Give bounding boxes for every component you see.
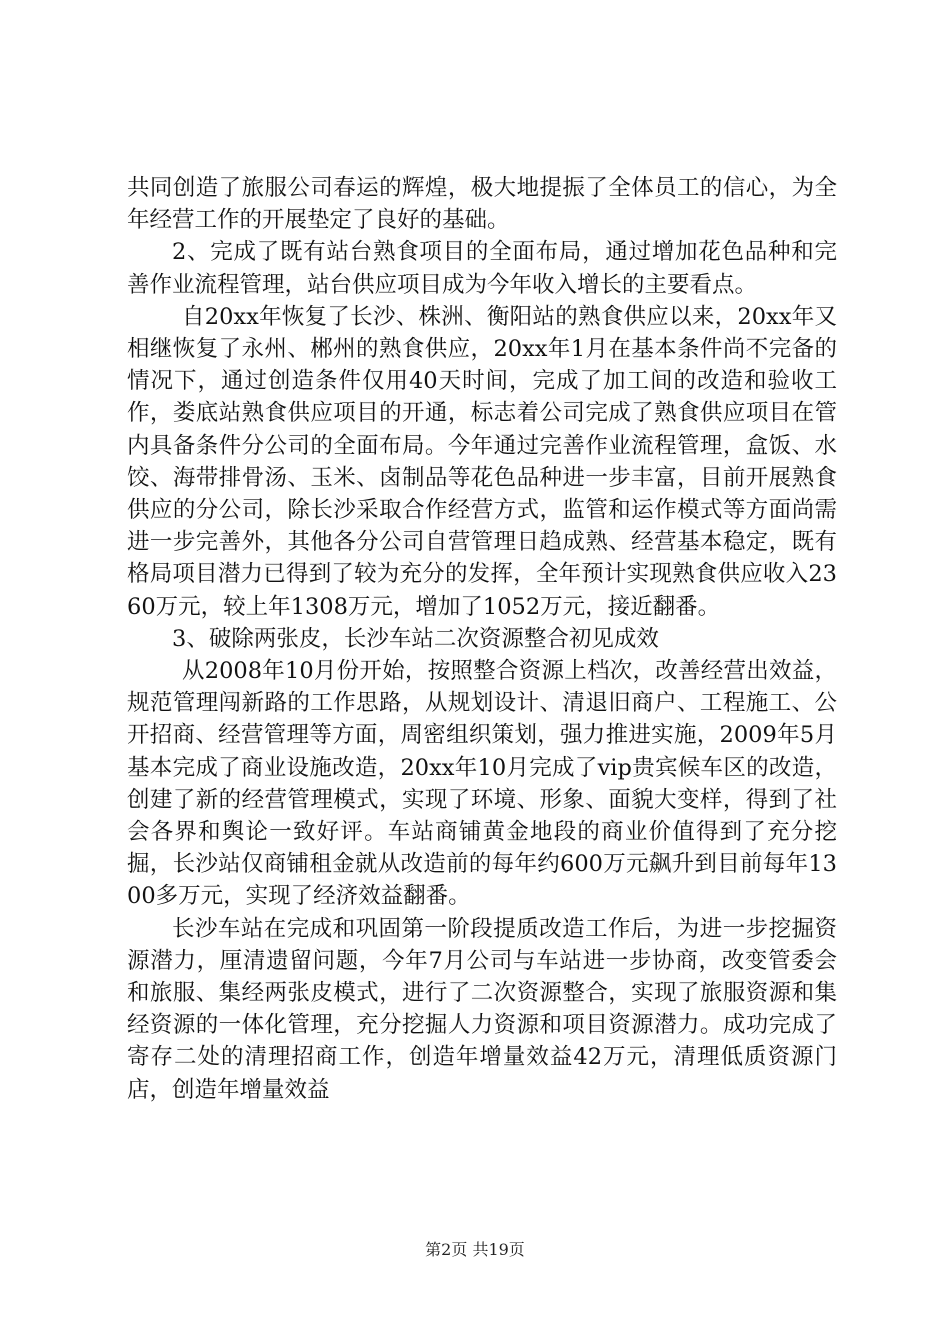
paragraph-resource-integration: 长沙车站在完成和巩固第一阶段提质改造工作后，为进一步挖掘资源潜力，厘清遗留问题，今年7月公司与车站进一步协商，改变管委会和旅服、集经两张皮模式，进行了二次资源整合，实现了旅服资源和集经资源的一体化管理，充分挖掘人力资源和项目资源潜力。成功完成了寄存二处的清理招商工作，创造年增量效益42万元，清理低质资源门店，创造年增量效益	[127, 915, 837, 1103]
paragraph-renovation: 从2008年10月份开始，按照整合资源上档次，改善经营出效益，规范管理闯新路的工作思路，从规划设计、清退旧商户、工程施工、公开招商、经营管理等方面，周密组织策划，强力推进实施，2009年5月基本完成了商业设施改造，20xx年10月完成了vip贵宾候车区的改造，创建了新的经营管理模式，实现了环境、形象、面貌大变样，得到了社会各界和舆论一致好评。车站商铺黄金地段的商业价值得到了充分挖掘，长沙站仅商铺租金就从改造前的每年约600万元飙升到目前每年1300多万元，实现了经济效益翻番。	[127, 658, 837, 910]
paragraph-item-2: 2、完成了既有站台熟食项目的全面布局，通过增加花色品种和完善作业流程管理，站台供应项目成为今年收入增长的主要看点。	[127, 239, 837, 298]
body-text	[127, 172, 837, 1106]
paragraph-continuation: 共同创造了旅服公司春运的辉煌，极大地提振了全体员工的信心，为全年经营工作的开展垫定了良好的基础。	[127, 175, 837, 234]
paragraph-cooked-food: 自20xx年恢复了长沙、株洲、衡阳站的熟食供应以来，20xx年又相继恢复了永州、郴州的熟食供应，20xx年1月在基本条件尚不完备的情况下，通过创造条件仅用40天时间，完成了加工间的改造和验收工作，娄底站熟食供应项目的开通，标志着公司完成了熟食供应项目在管内具备条件分公司的全面布局。今年通过完善作业流程管理，盒饭、水饺、海带排骨汤、玉米、卤制品等花色品种进一步丰富，目前开展熟食供应的分公司，除长沙采取合作经营方式，监管和运作模式等方面尚需进一步完善外，其他各分公司自营管理日趋成熟、经营基本稳定，既有格局项目潜力已得到了较为充分的发挥，全年预计实现熟食供应收入2360万元，较上年1308万元，增加了1052万元，接近翻番。	[127, 303, 837, 620]
page-footer: 第2页 共19页	[425, 1240, 525, 1259]
paragraph-item-3-heading: 3、破除两张皮，长沙车站二次资源整合初见成效	[172, 625, 659, 652]
